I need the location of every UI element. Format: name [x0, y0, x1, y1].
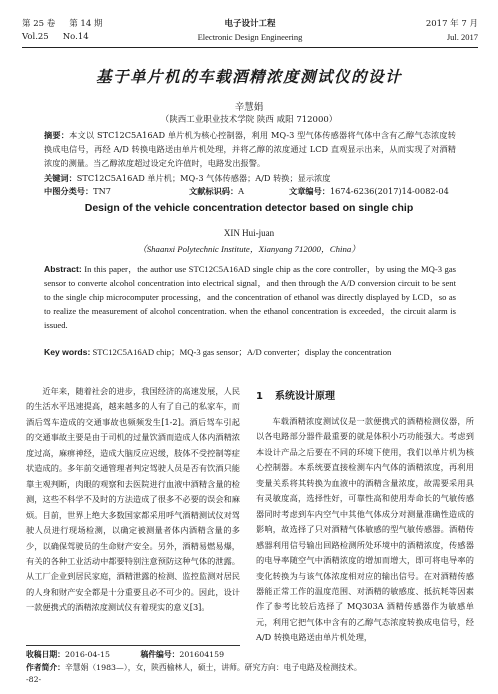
- page-number: -82-: [26, 675, 42, 684]
- header-volume: 第 25 卷: [22, 19, 56, 29]
- clc-label: 中图分类号：: [44, 186, 94, 196]
- header-journal-block: [22, 18, 478, 44]
- manuscript-label: 稿件编号：: [140, 650, 180, 659]
- affiliation-zh: （陕西工业职业技术学院 陕西 咸阳 712000）: [160, 115, 338, 125]
- author-name-zh: 辛慧娟: [234, 102, 264, 113]
- intro-paragraph: 近年来，随着社会的进步，我国经济的高速发展，人民的生活水平迅速提高，越来越多的人有了自己的私家车，而酒后驾车造成的交通事故也频频发生[1-2]。酒后驾车引起的交通事故主要是由于司机的过量饮酒而造成人体内酒精浓度过高，麻痹神经，造成大脑反应迟缓，肢体不受控制等症状造成的。多年前交通管理者判定驾驶人员是否有饮酒只能靠主观判断，肉眼的观察和去医院进行血液中酒精含量的检测，这些不科学不及时的方法造成了很多不必要的误会和麻烦。目前，世界上绝大多数国家都采用呼气酒精测试仪对驾驶人员进行现场检测，以确定被测量者体内酒精含量的多少，以确保驾驶员的生命财产安全。另外，酒精易燃易爆，有关的各种工业活动中都要特别注意预防这种气体的泄露。从工厂企业到居民家庭，酒精泄露的检测、监控监测对居民的人身和财产安全都是十分重要且必不可少的。因此，设计一款便携式的酒精浓度测试仪有着现实的意义[3]。: [26, 386, 240, 613]
- header-journal-zh: 电子设计工程: [224, 19, 276, 29]
- abstract-en-label: Abstract:: [44, 264, 82, 274]
- abstract-zh: [44, 128, 456, 185]
- abstract-zh-text: 本文以 STC12C5A16AD 单片机为核心控制器，利用 MQ-3 型气体传感器将气体中含有乙醇气态浓度转换成电信号，再经 A/D 转换电路送由单片机处理，并将乙醇的浓度通过 LCD 直观显示出来，从而实现了对酒精浓度的测量。当乙醇浓度超过设定允许值时，电路发出报警。: [44, 130, 456, 169]
- keywords-en: [44, 346, 456, 358]
- footnote-divider: [26, 645, 240, 646]
- body-column-right: [256, 384, 474, 646]
- paper-title-en: Design of the vehicle concentration detector based on single chip: [84, 202, 414, 214]
- header-date-en: Jul. 2017: [446, 32, 478, 42]
- article-no-label: 文章编号：: [289, 186, 330, 196]
- affiliation-en: （Shaanxi Polytechnic Institute，Xianyang 712000，China）: [137, 244, 361, 254]
- doc-code-value: A: [238, 186, 245, 196]
- header-issue-en: No.14: [62, 32, 89, 42]
- footnote: [26, 648, 478, 674]
- section-heading: [256, 390, 474, 404]
- author-bio: 辛慧娟（1983—），女，陕西榆林人，硕士，讲师。研究方向：电子电路及检测技术。: [64, 663, 362, 672]
- section-title: 系统设计原理: [274, 391, 335, 402]
- header-volume-en: Vol.25: [22, 32, 49, 42]
- header-journal-en: Electronic Design Engineering: [197, 32, 303, 42]
- keywords-en-label: Key words:: [44, 347, 91, 357]
- section-number: 1: [256, 391, 263, 402]
- body-column-left: [26, 384, 240, 616]
- header-issue: 第 14 期: [69, 19, 103, 29]
- manuscript-number: 201604159: [179, 650, 225, 659]
- section-paragraph: 车载酒精浓度测试仪是一款便携式的酒精检测仪器，所以各电路部分器件最重要的就是体积小巧功能强大。考虑到本设计产品之后要在不同的环境下使用，我们以单片机为核心控制器。本系统要直接检测车内气体的酒精浓度，再利用变量关系将其转换为血液中的酒精含量浓度，故需要采用具有灵敏度高，选择性好，可靠性高和使用寿命长的气敏传感器同时考虑到车内空气中其他气体成分对测量准确性造成的影响，故选择了只对酒精气体敏感的型气敏传感器。酒精传感器利用信号输出回路检测所处环境中的酒精浓度，传感器的电导率随空气中酒精浓度的增加而增大，即可将电导率的变化转换为与该气体浓度相对应的输出信号。在对酒精传感器能正常工作的温度范围、对酒精的敏感度、抵抗耗等因素作了参考比较后选择了 MQ303A 酒精传感器作为敏感单元，利用它把气体中含有的乙醇气态浓度转换成电信号，经 A/D 转换电路送由单片机处理，: [256, 416, 474, 643]
- received-date: 2016-04-15: [64, 650, 110, 659]
- header-date-zh: 2017 年 7 月: [425, 19, 478, 29]
- clc-value: TN7: [93, 186, 111, 196]
- paper-title-zh: 基于单片机的车载酒精浓度测试仪的设计: [95, 67, 402, 86]
- author-bio-label: 作者简介：: [26, 663, 65, 672]
- abstract-en: [44, 262, 456, 332]
- author-name-en: XIN Hui-juan: [223, 228, 275, 238]
- running-header: [22, 14, 478, 48]
- article-no-value: 1674-6236(2017)14-0082-04: [329, 186, 449, 196]
- abstract-en-text: In this paper，the author use STC12C5A16AD single chip as the core controller，by using the MQ-3 gas sensor to converte alcohol concentration into electrical signal，and then through the A/D conversion circuit to be sent to the single chip microcomputer processing，and the concentration of ethanol was directly displayed by LCD，so as to realize the measurement of alcohol concentration. when the ethanol concentration is exceeded，the circuit alarm is issued.: [44, 264, 456, 330]
- received-label: 收稿日期：: [26, 650, 65, 659]
- abstract-zh-label: 摘要：: [44, 130, 70, 140]
- doc-code-label: 文献标识码：: [189, 186, 239, 196]
- keywords-en-text: STC12C5A16AD chip；MQ-3 gas sensor；A/D converter；display the concentration: [90, 347, 392, 357]
- keywords-zh-text: STC12C5A16AD 单片机；MQ-3 气体传感器；A/D 转换；显示浓度: [76, 172, 331, 183]
- keywords-zh-label: 关键词：: [44, 172, 77, 183]
- header-date-block: [426, 18, 478, 44]
